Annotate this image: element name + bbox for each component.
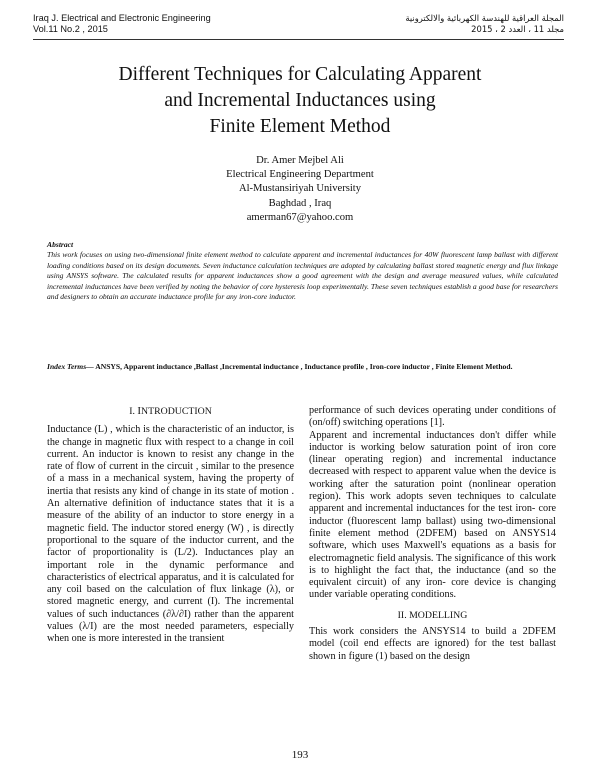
header-rule xyxy=(33,39,564,40)
modelling-paragraph-1: This work considers the ANSYS14 to build a 2DFEM model (coil end effects are ignored) for the test ballast shown in figure (1) based on the design xyxy=(309,626,556,662)
title-line-2: and Incremental Inductances using xyxy=(164,90,436,111)
left-column xyxy=(47,405,294,646)
journal-header-arabic xyxy=(405,13,564,35)
title-line-3: Finite Element Method xyxy=(209,116,391,137)
intro-paragraph-1-continued: performance of such devices operating under conditions of (on/off) switching operations [1]. xyxy=(309,405,556,429)
abstract xyxy=(47,240,558,302)
intro-paragraph-2: Apparent and incremental inductances don't differ while inductor is working below saturation point of iron core (linear operating region) and incremental inductance decreased with respect to apparent value when the device is working after the saturation point (nonlinear operation region). This work adopts seven techniques to calculate apparent and incremental inductances for the test iron- core inductor (fluorescent lamp ballast) using two-dimensional finite element method (2DFEM) based on ANSYS14 software, which uses Maxwell's equations as a basis for electromagnetic field analysis. The significance of this work is to highlight the fact that, the inductance (and so the equivalent circuit) of any iron- core device is changing under variable operating conditions. xyxy=(309,429,556,601)
author-city: Baghdad , Iraq xyxy=(268,197,332,209)
journal-name-arabic: المجلة العراقية للهندسة الكهربائية والالكترونية xyxy=(405,13,564,23)
paper-title xyxy=(60,62,540,140)
author-department: Electrical Engineering Department xyxy=(226,169,374,181)
section-1-numeral: I. xyxy=(129,406,138,417)
author-university: Al-Mustansiriyah University xyxy=(238,183,362,195)
journal-volume: Vol.11 No.2 , 2015 xyxy=(33,24,108,34)
abstract-text: This work focuses on using two-dimensional finite element method to calculate apparent and incremental inductances for 40W fluorescent lamp ballast with different loading conditions based on its design documents. Seven inductance calculation techniques are adopted by calculating ballast stored magnetic energy and flux linkage using ANSYS software. The calculated results for apparent inductances show a good agreement with the design and average measured values, while calculated incremental inductances have been verified by noting the behavior of core hysteresis loop experimentally. These seven techniques establish a good base for researchers and designers to obtain an accurate inductance profile for any iron-core inductor. xyxy=(47,250,558,302)
author-email: amerman67@yahoo.com xyxy=(246,211,354,223)
author-name: Dr. Amer Mejbel Ali xyxy=(256,155,344,166)
index-terms-text: ANSYS, Apparent inductance ,Ballast ,Incremental inductance , Inductance profile , Iron-core inductor , Finite Element Method. xyxy=(93,362,513,371)
index-terms xyxy=(47,362,558,373)
section-1-initial: I xyxy=(137,405,142,417)
journal-volume-arabic: مجلد 11 ، العدد 2 ، 2015 xyxy=(471,24,564,34)
index-terms-label: Index Terms— xyxy=(47,362,94,371)
intro-paragraph-1: Inductance (L) , which is the characteristic of an inductor, is the change in magnetic flux with respect to a change in coil current. An inductor is known to resist any change in the rate of flow of current in the circuit , similar to the presence of a mass in a mechanical system, having the property of inertia that resists any kind of change in its state of motion . An alternative definition of inductance states that it is a measure of the ability of an inductor to store energy in a magnetic field. The inductor stored energy (W) , is directly proportional to the square of the inductor current, and the factor of proportionality is (L/2). Inductances play an important role in the dynamic performance and characteristics of electrical apparatus, and it is calculated for any coil based on the calculation of flux linkage (λ), or stored magnetic energy, and current (I). The incremental values of such inductances (∂λ/∂I) rather than the apparent values (λ/I) are the most needed parameters, especially when one is more interested in the transient xyxy=(47,424,294,645)
journal-name: Iraq J. Electrical and Electronic Engineering xyxy=(33,13,211,23)
section-2-heading: II. MODELLING xyxy=(397,609,468,621)
section-1-rest: NTRODUCTION xyxy=(141,406,212,417)
journal-header-english xyxy=(33,13,211,35)
section-1-heading xyxy=(47,405,294,418)
author-block xyxy=(100,154,500,225)
page-number: 193 xyxy=(291,749,309,761)
title-line-1: Different Techniques for Calculating Apparent xyxy=(118,64,482,85)
right-column xyxy=(309,405,556,663)
abstract-heading: Abstract xyxy=(47,240,74,249)
